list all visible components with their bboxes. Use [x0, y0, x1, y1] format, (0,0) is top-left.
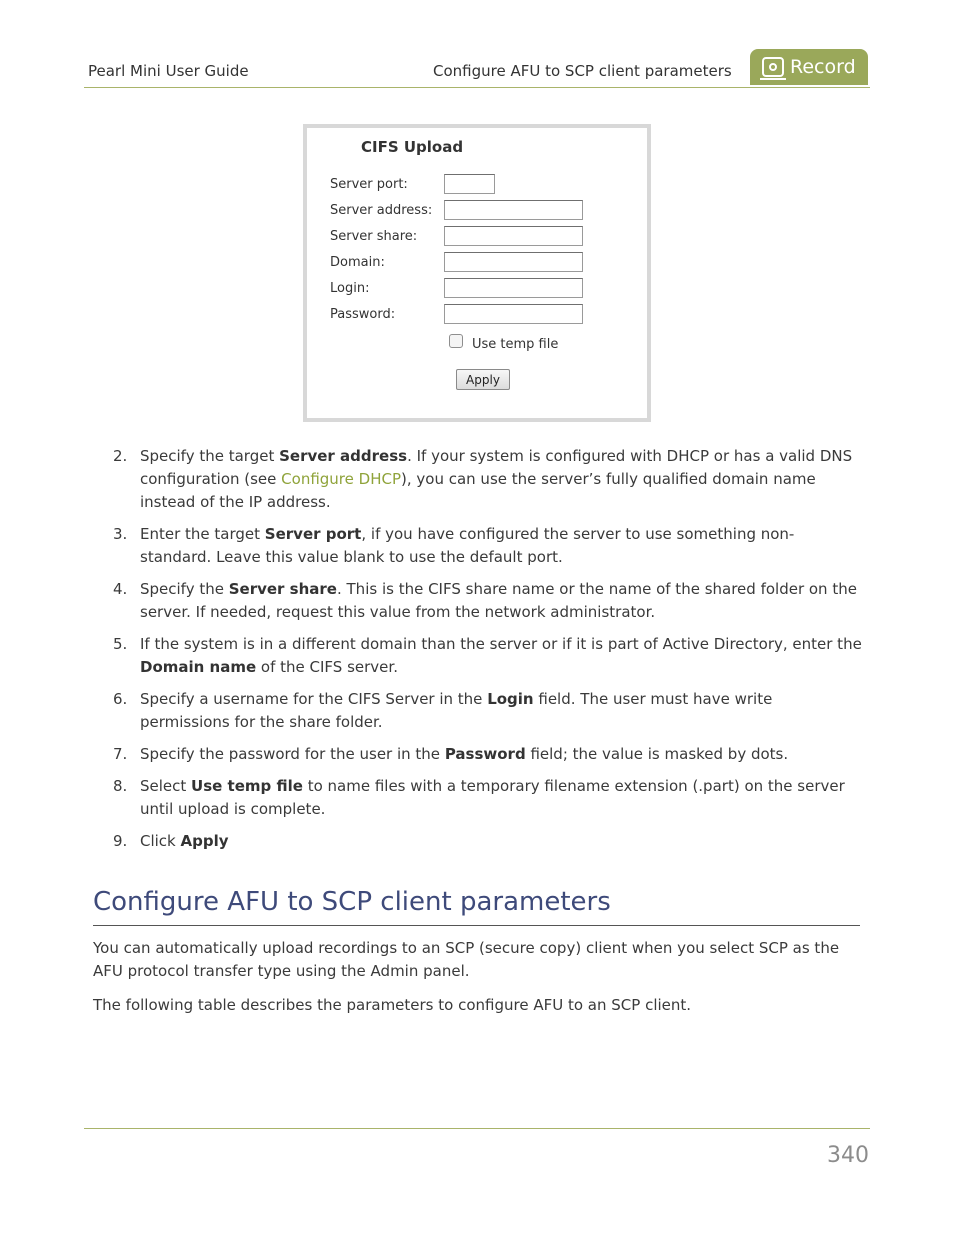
step-text: Specify the [140, 580, 229, 598]
domain-input[interactable] [444, 252, 583, 272]
cifs-upload-panel [303, 124, 651, 422]
step-item [113, 830, 863, 853]
step-number: 5. [113, 635, 128, 653]
server-share-label: Server share: [330, 229, 418, 244]
step-number: 3. [113, 525, 128, 543]
step-bold-term: Server address [279, 447, 408, 465]
step-item [113, 633, 863, 679]
step-number: 9. [113, 832, 128, 850]
step-text: If the system is in a different domain than the server or if it is part of Active Directory, enter the [140, 635, 862, 653]
step-text: ), you can use the server’s fully qualified domain name instead of the IP address. [140, 470, 816, 511]
section-heading: Configure AFU to SCP client parameters [93, 887, 611, 917]
step-text: of the CIFS server. [256, 658, 398, 676]
record-camera-icon [762, 57, 784, 77]
step-text: to name files with a temporary filename extension (.part) on the server until upload is complete. [140, 777, 845, 818]
step-bold-term: Apply [180, 832, 229, 850]
step-bold-term: Use temp file [191, 777, 303, 795]
step-item [113, 743, 863, 766]
step-number: 6. [113, 690, 128, 708]
step-text: Select [140, 777, 192, 795]
login-input[interactable] [444, 278, 583, 298]
use-temp-file-checkbox[interactable] [449, 334, 463, 348]
domain-label: Domain: [330, 255, 385, 270]
server-address-input[interactable] [444, 200, 583, 220]
page-number: 340 [827, 1143, 869, 1168]
step-bold-term: Password [444, 745, 526, 763]
step-text: Specify a username for the CIFS Server in the [140, 690, 488, 708]
step-text: , if you have configured the server to use something non-standard. Leave this value blank to use the default port. [140, 525, 795, 566]
step-bold-term: Domain name [140, 658, 257, 676]
step-number: 7. [113, 745, 128, 763]
step-item [113, 775, 863, 821]
server-port-label: Server port: [330, 177, 408, 192]
step-item [113, 445, 863, 514]
configure-dhcp-link[interactable]: Configure DHCP [281, 470, 401, 488]
step-text: . If your system is configured with DHCP or has a valid DNS configuration (see [140, 447, 853, 488]
step-number: 2. [113, 447, 128, 465]
server-share-input[interactable] [444, 226, 583, 246]
step-text: field; the value is masked by dots. [525, 745, 789, 763]
server-port-input[interactable] [444, 174, 495, 194]
step-text: Enter the target [140, 525, 265, 543]
section-heading-rule [93, 925, 860, 926]
steps-list [113, 445, 863, 862]
step-text: Specify the password for the user in the [140, 745, 445, 763]
step-text: Click [140, 832, 181, 850]
step-item [113, 578, 863, 624]
password-input[interactable] [444, 304, 583, 324]
guide-title: Pearl Mini User Guide [88, 62, 249, 80]
record-badge [750, 49, 868, 85]
server-address-label: Server address: [330, 203, 433, 218]
apply-button[interactable]: Apply [456, 369, 510, 390]
step-number: 4. [113, 580, 128, 598]
step-item [113, 523, 863, 569]
step-text: field. The user must have write permissions for the share folder. [140, 690, 773, 731]
use-temp-file-label: Use temp file [472, 337, 559, 352]
step-bold-term: Server share [228, 580, 337, 598]
step-number: 8. [113, 777, 128, 795]
section-paragraph: You can automatically upload recordings to an SCP (secure copy) client when you select SCP as the AFU protocol transfer type using the Admin panel. [93, 939, 840, 980]
step-text: Specify the target [140, 447, 280, 465]
step-item [113, 688, 863, 734]
login-label: Login: [330, 281, 370, 296]
section-paragraph: The following table describes the parameters to configure AFU to an SCP client. [93, 996, 692, 1014]
header-divider [84, 87, 870, 88]
step-bold-term: Login [487, 690, 534, 708]
footer-divider [84, 1128, 870, 1129]
step-text: . This is the CIFS share name or the name of the shared folder on the server. If needed, request this value from the network administrator. [140, 580, 857, 621]
section-title-header: Configure AFU to SCP client parameters [433, 62, 732, 80]
password-label: Password: [330, 307, 396, 322]
cifs-panel-title: CIFS Upload [361, 138, 464, 156]
record-badge-label: Record [790, 56, 856, 78]
step-bold-term: Server port [264, 525, 362, 543]
